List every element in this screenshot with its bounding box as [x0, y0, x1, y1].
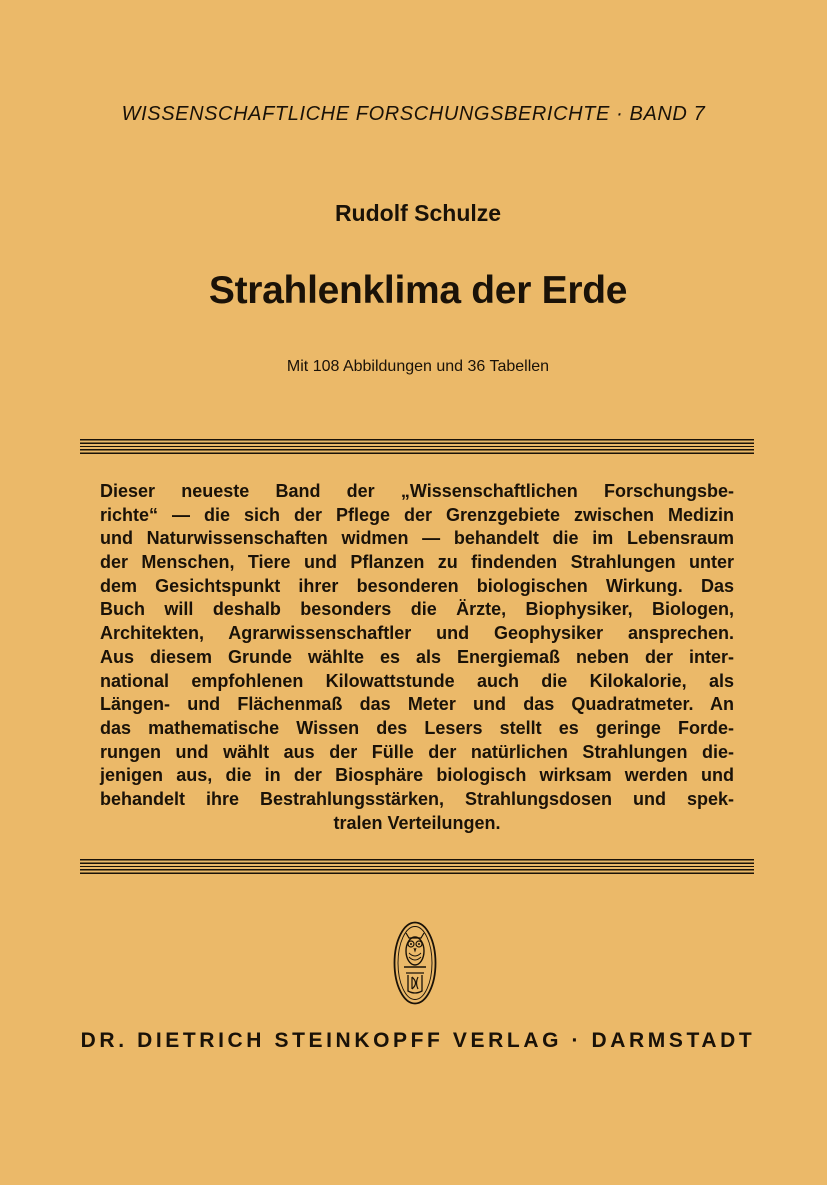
blurb-line: behandelt ihre Bestrahlungsstärken, Strahlungsdosen und spek- [100, 788, 734, 809]
blurb-line: das mathematische Wissen des Lesers stellt es geringe Forde- [100, 717, 734, 738]
blurb-line: Buch will deshalb besonders die Ärzte, Biophysiker, Biologen, [100, 599, 734, 620]
bottom-ruled-divider [80, 859, 754, 876]
blurb-line: tralen Verteilungen. [333, 812, 501, 833]
blurb-line: der Menschen, Tiere und Pflanzen zu findenden Strahlungen unter [100, 552, 734, 573]
blurb-line: jenigen aus, die in der Biosphäre biologisch wirksam werden und [100, 765, 734, 786]
blurb-line: Dieser neueste Band der „Wissenschaftlichen Forschungsbe- [100, 481, 734, 501]
owl-seal-icon [393, 921, 437, 1005]
book-subtitle: Mit 108 Abbildungen und 36 Tabellen [286, 358, 550, 375]
blurb-line: Architekten, Agrarwissenschaftler und Geophysiker ansprechen. [100, 623, 734, 644]
blurb-line: Aus diesem Grunde wählte es als Energiemaß neben der inter- [100, 646, 734, 667]
blurb-line: und Naturwissenschaften widmen — behandelt die im Lebensraum [100, 528, 734, 549]
book-title: Strahlenklima der Erde [208, 269, 628, 312]
blurb-line: dem Gesichtspunkt ihrer besonderen biologischen Wirkung. Das [100, 575, 734, 596]
top-ruled-divider [80, 439, 754, 456]
blurb-paragraph [100, 480, 734, 835]
blurb-line: national empfohlenen Kilowattstunde auch die Kilokalorie, als [100, 670, 734, 691]
blurb-line: rungen und wählt aus der Fülle der natürlichen Strahlungen die- [100, 741, 734, 762]
publisher-line: DR. DIETRICH STEINKOPFF VERLAG · DARMSTADT [80, 1029, 756, 1052]
author-name: Rudolf Schulze [334, 200, 502, 226]
series-title: WISSENSCHAFTLICHE FORSCHUNGSBERICHTE · BAND 7 [121, 103, 706, 125]
blurb-line: Längen- und Flächenmaß das Meter und das Quadratmeter. An [100, 694, 734, 715]
blurb-line: richte“ — die sich der Pflege der Grenzgebiete zwischen Medizin [100, 504, 734, 525]
